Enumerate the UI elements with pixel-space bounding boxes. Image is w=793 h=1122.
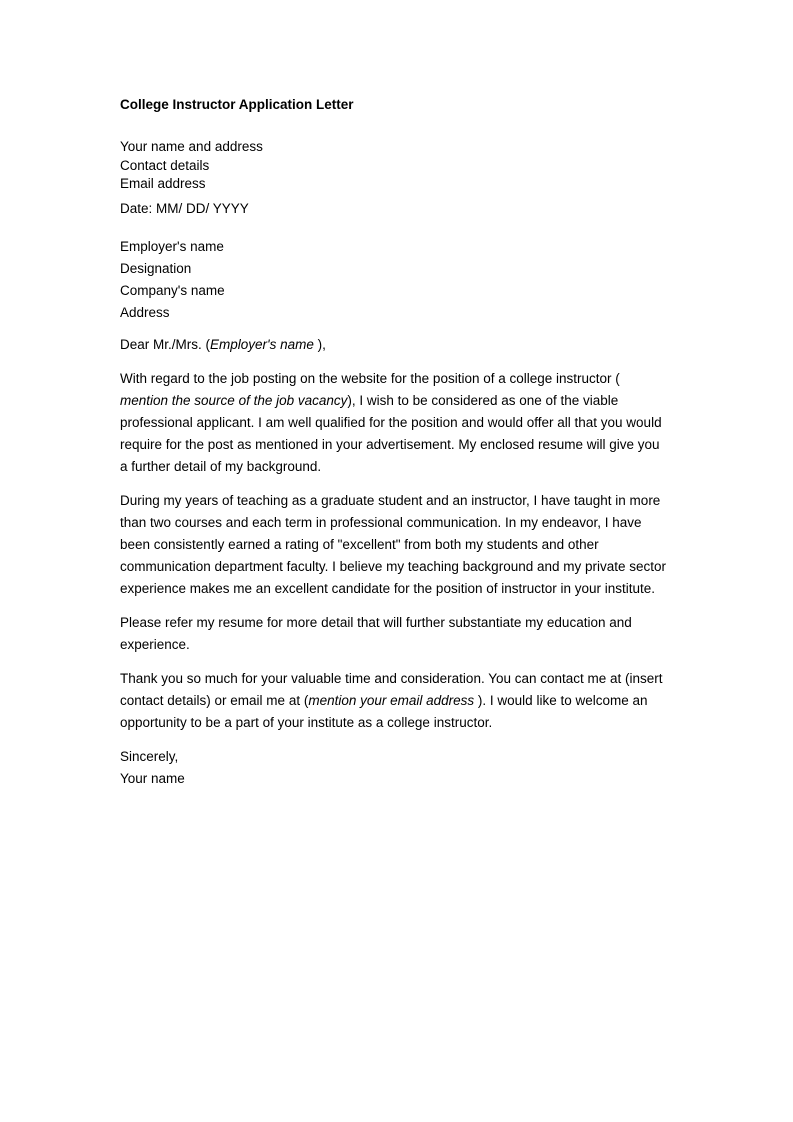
text-run: ), [313,336,326,352]
recipient-block [120,236,665,324]
body-paragraph [120,668,668,734]
text-run: Dear Mr./Mrs. ( [120,336,210,352]
body-paragraph [120,490,668,600]
italic-placeholder-text: Employer's name [210,336,314,352]
text-run: With regard to the job posting on the website for the position of a college instructor ( [120,370,631,386]
italic-placeholder-text: mention the source of the job vacancy [120,392,348,408]
text-line: Address [120,304,170,320]
italic-placeholder-text: mention your email address [308,692,475,708]
text-line: Email address [120,176,206,191]
text-run: Thank you so much for your valuable time and consideration. You can contact me at (insert contact details) or email me at ( [120,670,663,708]
text-line: Contact details [120,157,210,173]
closing-block [120,746,665,790]
sender-block [120,138,665,194]
text-line: Designation [120,260,192,276]
body-paragraph [120,368,668,478]
date-line: Date: MM/ DD/ YYYY [120,200,249,216]
text-line: Your name and address [120,139,263,154]
text-line: Company's name [120,282,225,298]
salutation [120,334,665,356]
letter-title: College Instructor Application Letter [120,97,354,112]
text-line: Your name [120,770,185,786]
letter-body [120,368,665,734]
text-run: During my years of teaching as a graduate student and an instructor, I have taught in more than two courses and each term in professional communication. In my endeavor, I have been consistently earned a rating of "excellent" from both my students and other communication department faculty. I believe my teaching background and my private sector experience makes me an excellent candidate for the position of instructor in your institute. [120,492,667,596]
text-run: ), I wish to be considered as one of the viable professional applicant. I am well qualified for the position and would offer all that you would require for the post as mentioned in your advertisement. My enclosed resume will give you a further detail of my background. [120,392,662,474]
body-paragraph [120,612,668,656]
text-run: Please refer my resume for more detail that will further substantiate my education and experience. [120,614,632,652]
text-run: ). I would like to welcome an opportunity to be a part of your institute as a college instructor. [120,692,648,730]
text-line: Employer's name [120,238,224,254]
text-line: Sincerely, [120,748,179,764]
